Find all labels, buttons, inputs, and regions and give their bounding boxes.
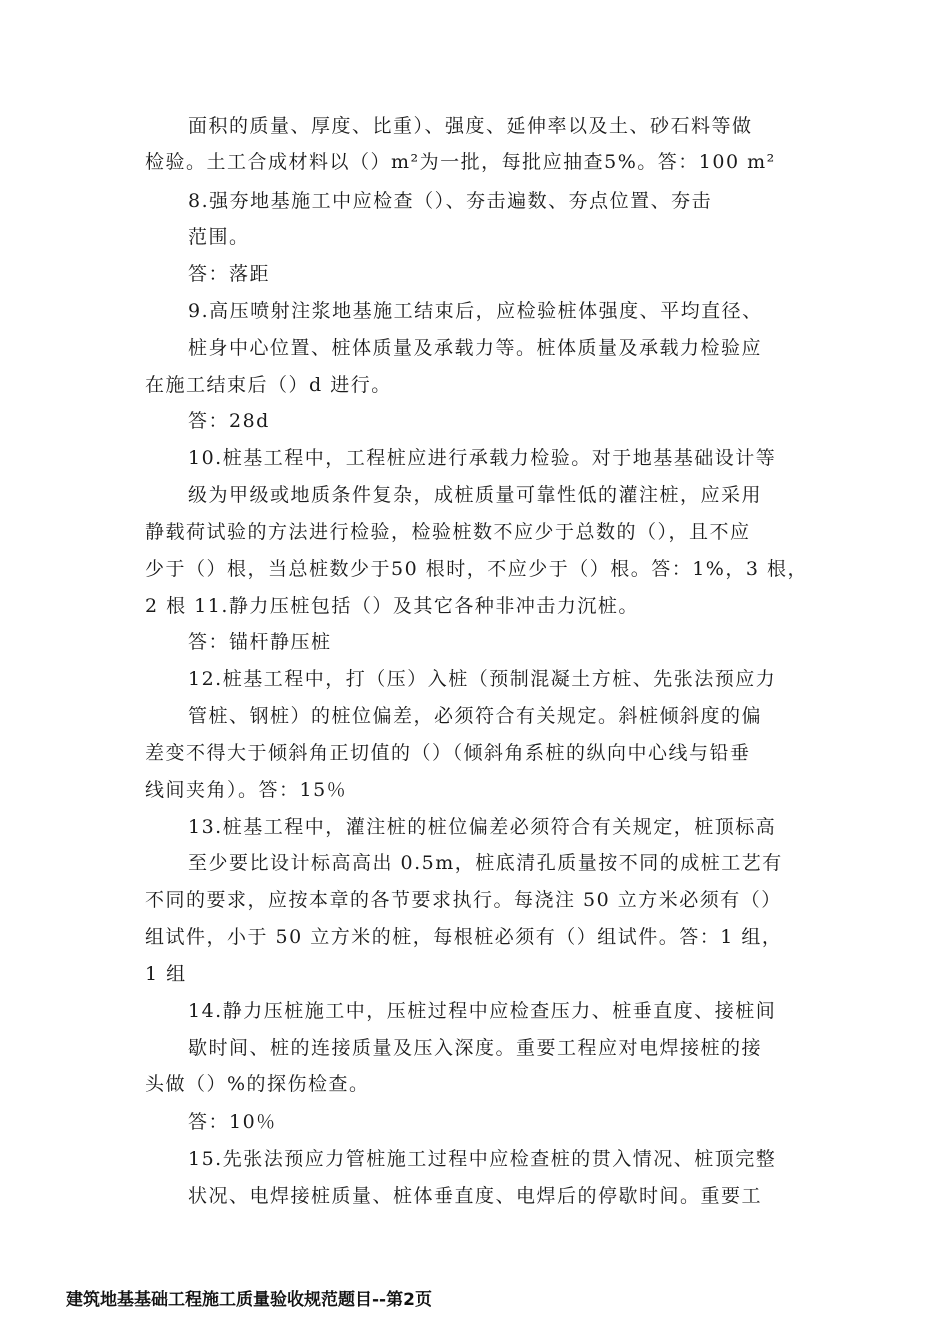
text-line: 不同的要求，应按本章的各节要求执行。每浇注 50 立方米必须有（）: [145, 889, 782, 911]
text-line: 12.桩基工程中，打（压）入桩（预制混凝土方桩、先张法预应力: [188, 668, 777, 690]
text-line: 线间夹角）。答：15％: [145, 779, 348, 801]
text-line: 桩身中心位置、桩体质量及承载力等。桩体质量及承载力检验应: [188, 337, 763, 359]
text-line: 管桩、钢桩）的桩位偏差，必须符合有关规定。斜桩倾斜度的偏: [188, 705, 763, 727]
answer-line: 答：锚杆静压桩: [188, 631, 332, 653]
text-line: 13.桩基工程中，灌注桩的桩位偏差必须符合有关规定，桩顶标高: [188, 816, 777, 838]
text-line: 至少要比设计标高高出 0.5m，桩底清孔质量按不同的成桩工艺有: [188, 852, 783, 874]
text-line: 检验。土工合成材料以（）m²为一批，每批应抽查5%。答：100 m²: [145, 151, 776, 173]
answer-line: 答：10％: [188, 1111, 277, 1133]
text-line: 在施工结束后（）d 进行。: [145, 374, 392, 396]
text-line: 15.先张法预应力管桩施工过程中应检查桩的贯入情况、桩顶完整: [188, 1148, 777, 1170]
text-line: 面积的质量、厚度、比重）、强度、延伸率以及土、砂石料等做: [188, 115, 753, 137]
text-line: 2 根 11.静力压桩包括（）及其它各种非冲击力沉桩。: [145, 595, 639, 617]
text-line: 状况、电焊接桩质量、桩体垂直度、电焊后的停歇时间。重要工: [188, 1185, 763, 1207]
text-line: 9.高压喷射注浆地基施工结束后，应检验桩体强度、平均直径、: [188, 300, 763, 322]
text-line: 8.强夯地基施工中应检查（）、夯击遍数、夯点位置、夯击: [188, 190, 713, 212]
text-line: 14.静力压桩施工中，压桩过程中应检查压力、桩垂直度、接桩间: [188, 1000, 777, 1022]
answer-line: 答：28d: [188, 410, 270, 432]
page-footer: 建筑地基基础工程施工质量验收规范题目--第2页: [66, 1290, 432, 1310]
text-line: 歇时间、桩的连接质量及压入深度。重要工程应对电焊接桩的接: [188, 1037, 763, 1059]
text-line: 1 组: [145, 963, 187, 985]
text-line: 头做（）%的探伤检查。: [145, 1073, 370, 1095]
answer-line: 答：落距: [188, 263, 271, 285]
text-line: 少于（）根，当总桩数少于50 根时，不应少于（）根。答：1%，3 根，: [145, 558, 808, 580]
text-line: 差变不得大于倾斜角正切值的（）（倾斜角系桩的纵向中心线与铅垂: [145, 742, 751, 764]
text-line: 范围。: [188, 226, 250, 248]
text-line: 级为甲级或地质条件复杂，成桩质量可靠性低的灌注桩，应采用: [188, 484, 763, 506]
text-line: 静载荷试验的方法进行检验，检验桩数不应少于总数的（），且不应: [145, 521, 751, 543]
text-line: 组试件，小于 50 立方米的桩，每根桩必须有（）组试件。答：1 组，: [145, 926, 783, 948]
text-line: 10.桩基工程中，工程桩应进行承载力检验。对于地基基础设计等: [188, 447, 777, 469]
